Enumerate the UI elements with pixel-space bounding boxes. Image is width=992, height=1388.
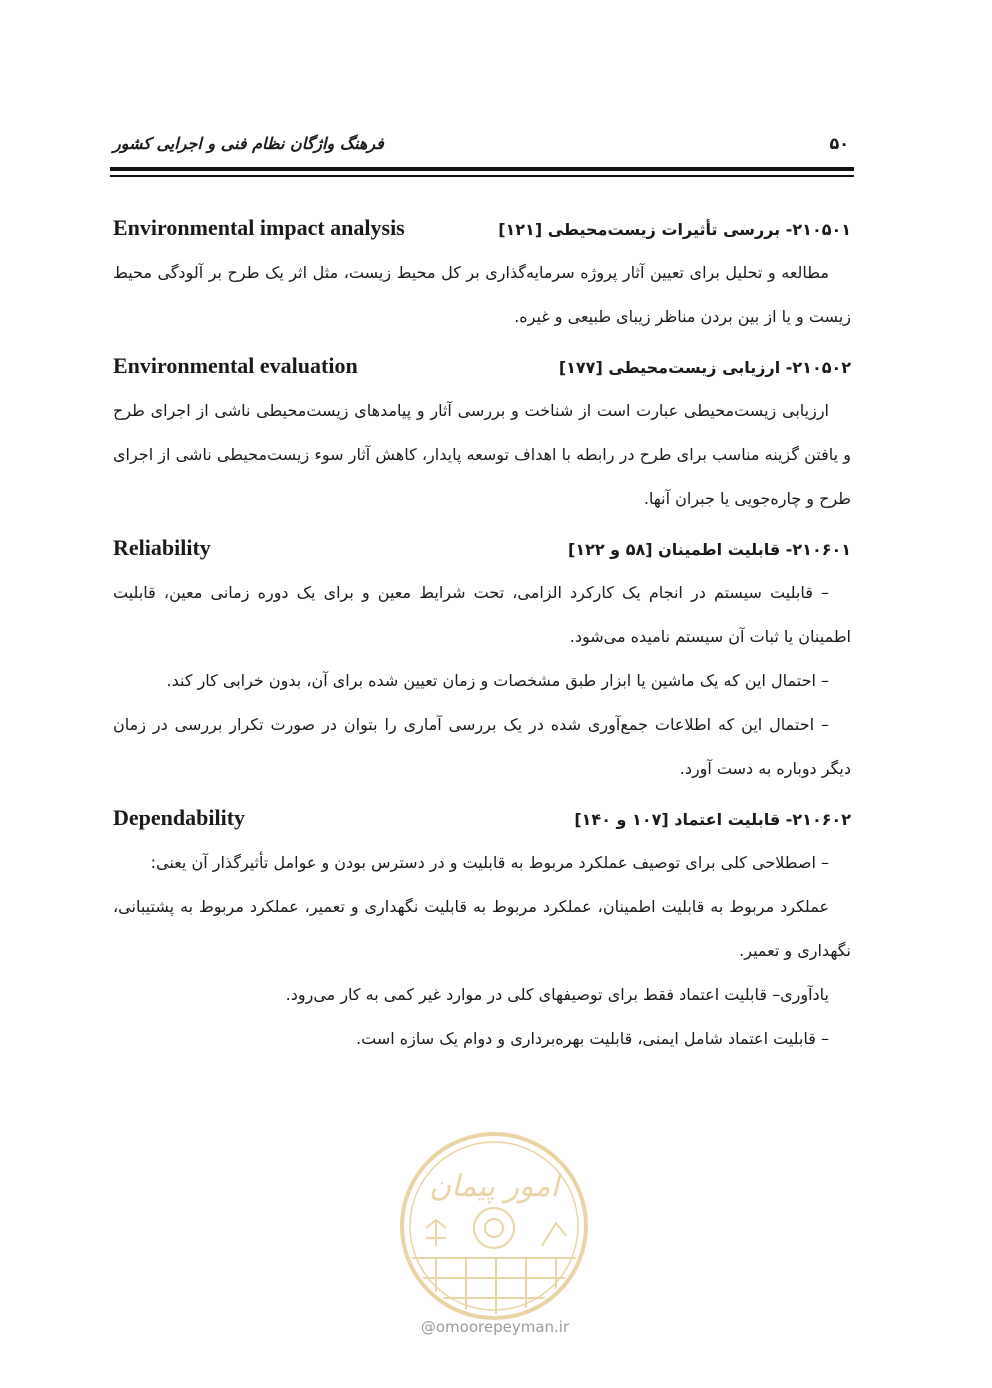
persian-term bbox=[568, 527, 851, 573]
note-paragraph: یادآوری– قابلیت اعتماد فقط برای توصیفهای کلی در موارد غیر کمی به کار می‌رود. bbox=[285, 985, 829, 1004]
entry-number: ۲۱۰۶۰۲- bbox=[785, 810, 851, 829]
definition-paragraph: مطالعه و تحلیل برای تعیین آثار پروژه سرمایه‌گذاری بر کل محیط زیست، مثل اثر یک طرح بر آلودگی محیط زیست و یا از بین بردن مناظر زیبای طبیعی و غیره. bbox=[113, 263, 851, 326]
watermark-site: @omoorepeyman.ir bbox=[420, 1318, 570, 1336]
definition-paragraph: عملکرد مربوط به قابلیت اطمینان، عملکرد مربوط به قابلیت نگهداری و تعمیر، عملکرد مربوط به پشتیبانی، نگهداری و تعمیر. bbox=[113, 897, 851, 960]
definition-paragraph: – اصطلاحی کلی برای توصیف عملکرد مربوط به قابلیت و در دسترس بودن و عوامل تأثیرگذار آن یعنی: bbox=[150, 853, 829, 872]
page-number: ۵۰ bbox=[829, 133, 849, 153]
entry-heading bbox=[113, 525, 851, 571]
definition-paragraph: ارزیابی زیست‌محیطی عبارت است از شناخت و بررسی آثار و پیامدهای زیست‌محیطی ناشی از اجرای طرح و یافتن گزینه مناسب برای طرح در رابطه با اهداف توسعه پایدار، کاهش آثار سوء زیست‌محیطی ناشی از اجرای طرح و چاره‌جویی یا جبران آنها. bbox=[113, 401, 851, 508]
persian-term bbox=[574, 797, 851, 843]
glossary-entry bbox=[113, 795, 851, 1061]
page-header bbox=[113, 128, 849, 158]
persian-term-text: ارزیابی زیست‌محیطی [۱۷۷] bbox=[558, 358, 781, 377]
entry-heading bbox=[113, 343, 851, 389]
glossary-entry bbox=[113, 343, 851, 521]
definition-paragraph: – قابلیت سیستم در انجام یک کارکرد الزامی، تحت شرایط معین و برای یک دوره زمانی معین، قابلیت اطمینان یا ثبات آن سیستم نامیده می‌شود. bbox=[113, 583, 851, 646]
book-title: فرهنگ واژگان نظام فنی و اجرایی کشور bbox=[113, 133, 384, 153]
definition-paragraph: – احتمال این که اطلاعات جمع‌آوری شده در یک بررسی آماری را بتوان در صورت تکرار بررسی در زمان دیگر دوباره به دست آورد. bbox=[113, 715, 851, 778]
header-rule-thin bbox=[110, 175, 854, 177]
persian-term bbox=[559, 345, 851, 391]
english-term: Environmental evaluation bbox=[113, 353, 358, 378]
entry-number: ۲۱۰۶۰۱- bbox=[785, 540, 851, 559]
glossary-entry bbox=[113, 525, 851, 791]
header-rule-thick bbox=[110, 167, 854, 171]
watermark-logo-icon bbox=[396, 1128, 592, 1324]
english-term: Environmental impact analysis bbox=[113, 215, 405, 240]
definition-paragraph: – احتمال این که یک ماشین یا ابزار طبق مشخصات و زمان تعیین شده برای آن، بدون خرابی کار کند. bbox=[166, 671, 829, 690]
entry-number: ۲۱۰۵۰۱- bbox=[785, 220, 851, 239]
persian-term-text: بررسی تأثیرات زیست‌محیطی [۱۲۱] bbox=[498, 220, 781, 239]
entry-number: ۲۱۰۵۰۲- bbox=[785, 358, 851, 377]
persian-term-text: قابلیت اطمینان [۵۸ و ۱۲۲] bbox=[568, 540, 781, 559]
persian-term-text: قابلیت اعتماد [۱۰۷ و ۱۴۰] bbox=[574, 810, 781, 829]
entry-heading bbox=[113, 205, 851, 251]
note-paragraph: – قابلیت اعتماد شامل ایمنی، قابلیت بهره‌برداری و دوام یک سازه است. bbox=[356, 1029, 829, 1048]
glossary-entry bbox=[113, 205, 851, 339]
english-term: Dependability bbox=[113, 805, 246, 830]
english-term: Reliability bbox=[113, 535, 211, 560]
glossary-body bbox=[113, 205, 851, 1061]
svg-text:امور پیمان: امور پیمان bbox=[429, 1169, 559, 1204]
entry-heading bbox=[113, 795, 851, 841]
persian-term bbox=[498, 207, 851, 253]
